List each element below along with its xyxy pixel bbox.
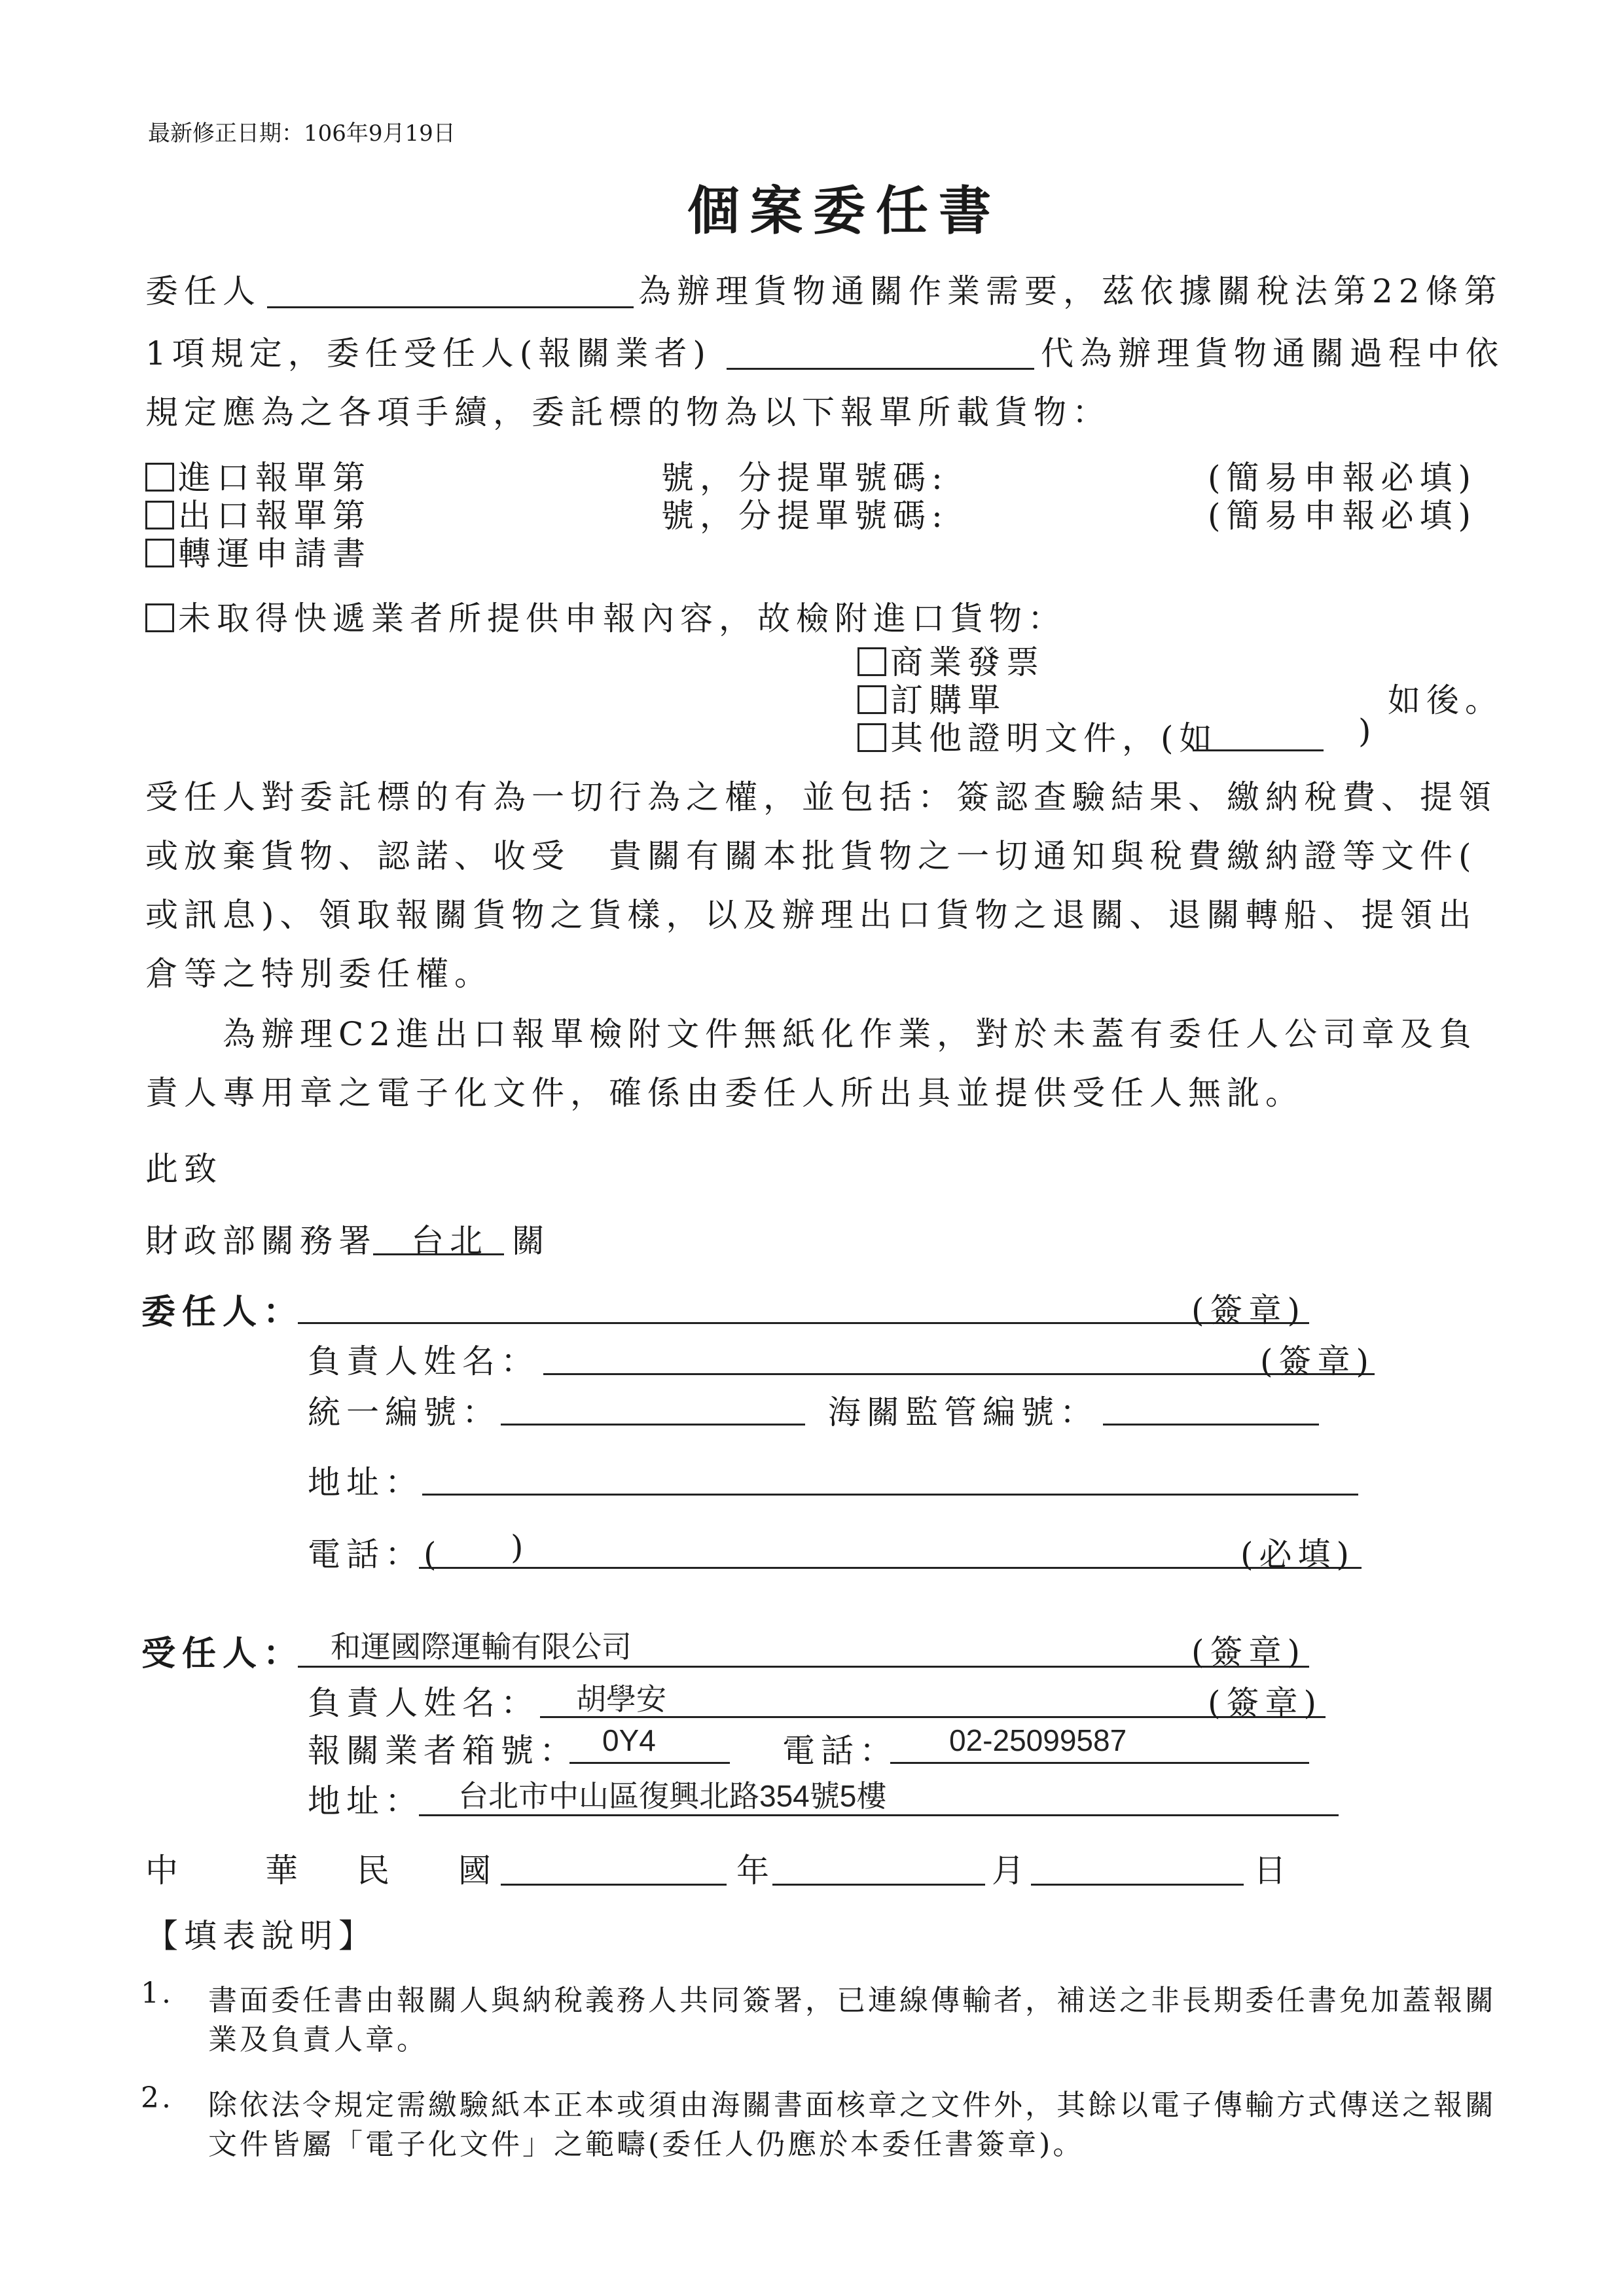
principal-phone-required: (必填) xyxy=(1240,1535,1356,1573)
order-checkbox[interactable] xyxy=(857,685,886,714)
intro-line2-text: 1項規定，委任受任人(報關業者) xyxy=(145,334,712,372)
invoice-checkbox[interactable] xyxy=(857,647,886,676)
date-char-4: 國 xyxy=(458,1852,497,1890)
export-label: 出口報單第 xyxy=(178,497,371,535)
other-doc-line[interactable] xyxy=(1193,749,1324,751)
principal-phone-line[interactable] xyxy=(419,1567,1362,1569)
principal-customs-label: 海關監管編號： xyxy=(828,1393,1098,1431)
principal-name-line[interactable] xyxy=(267,306,634,308)
intro-principal-label: 委任人 xyxy=(145,272,261,310)
principal-phone-label: 電話：( xyxy=(308,1535,442,1573)
transit-row xyxy=(145,528,371,575)
agent-box-line xyxy=(569,1762,730,1764)
intro-line1-text: 為辦理貨物通關作業需要，茲依據關稅法第22條第 xyxy=(638,272,1503,310)
instruction-2-line-2: 文件皆屬「電子化文件」之範疇(委任人仍應於本委任書簽章)。 xyxy=(208,2128,1085,2161)
principal-rep-seal: (簽章) xyxy=(1260,1342,1375,1380)
authority-line-4: 倉等之特別委任權。 xyxy=(145,955,493,993)
agent-name-line[interactable] xyxy=(727,368,1034,370)
agent-phone-line xyxy=(890,1762,1309,1764)
intro-line3-text: 規定應為之各項手續，委託標的物為以下報單所載貨物： xyxy=(145,393,1111,431)
page-title: 個案委任書 xyxy=(687,180,1001,242)
agent-phone: 02-25099587 xyxy=(949,1723,1127,1757)
other-doc-close: ) xyxy=(1358,712,1377,750)
import-checkbox[interactable] xyxy=(145,463,174,492)
c2-line-2: 責人專用章之電子化文件，確係由委任人所出具並提供受任人無訛。 xyxy=(145,1074,1304,1112)
instruction-2-line-1: 除依法令規定需繳驗紙本正本或須由海關書面核章之文件外，其餘以電子傳輸方式傳送之報關 xyxy=(208,2089,1496,2122)
intro-line2-tail: 代為辦理貨物通關過程中依 xyxy=(1041,334,1504,372)
agent-rep-label: 負責人姓名： xyxy=(308,1684,539,1722)
agent-phone-label: 電話： xyxy=(782,1732,898,1770)
agent-rep-name: 胡學安 xyxy=(576,1682,666,1716)
agent-address: 台北市中山區復興北路354號5樓 xyxy=(458,1779,887,1813)
transit-label: 轉運申請書 xyxy=(178,535,371,573)
agent-box-label: 報關業者箱號： xyxy=(308,1732,578,1770)
invoice-label: 商業發票 xyxy=(890,643,1045,681)
authority-line-1: 受任人對委託標的有為一切行為之權，並包括：簽認查驗結果、繳納稅費、提領 xyxy=(145,778,1497,816)
export-checkbox[interactable] xyxy=(145,501,174,529)
addressee-prefix: 財政部關務署 xyxy=(145,1222,377,1260)
agent-rep-seal: (簽章) xyxy=(1208,1684,1323,1722)
instruction-2-number: 2. xyxy=(141,2081,173,2115)
instruction-1-number: 1. xyxy=(141,1977,173,2010)
order-label: 訂購單 xyxy=(890,681,1006,719)
instruction-1-line-2: 業及負責人章。 xyxy=(208,2023,428,2056)
import-no-suffix: 號，分提單號碼: xyxy=(661,459,948,497)
date-char-1: 中 xyxy=(145,1852,184,1890)
date-char-2: 華 xyxy=(265,1852,304,1890)
year-line[interactable] xyxy=(501,1884,727,1886)
other-doc-row xyxy=(857,712,1218,759)
day-line[interactable] xyxy=(1031,1884,1244,1886)
export-no-suffix: 號，分提單號碼: xyxy=(661,497,948,535)
month-label: 月 xyxy=(992,1852,1030,1890)
agent-label: 受任人： xyxy=(141,1634,304,1674)
as-follows: 如後。 xyxy=(1388,681,1504,719)
principal-id-line[interactable] xyxy=(501,1424,805,1426)
import-label: 進口報單第 xyxy=(178,459,371,497)
authority-line-2: 或放棄貨物、認諾、收受 貴關有關本批貨物之一切通知與稅費繳納證等文件( xyxy=(145,837,1477,875)
salutation: 此致 xyxy=(145,1150,223,1188)
principal-phone-close: ) xyxy=(511,1528,530,1566)
express-row xyxy=(145,592,1066,639)
instructions-heading: 【填表說明】 xyxy=(145,1917,377,1955)
principal-rep-label: 負責人姓名： xyxy=(308,1342,539,1380)
addressee-suffix: 關 xyxy=(512,1222,550,1260)
addressee-office: 台北 xyxy=(411,1222,488,1260)
export-simple-note: (簡易申報必填) xyxy=(1208,497,1477,535)
authority-line-3: 或訊息)、領取報關貨物之貨樣，以及辦理出口貨物之退關、退關轉船、提領出 xyxy=(145,896,1477,934)
agent-company: 和運國際運輸有限公司 xyxy=(331,1630,632,1664)
day-label: 日 xyxy=(1254,1852,1292,1890)
agent-seal: (簽章) xyxy=(1191,1633,1307,1671)
addressee-office-line xyxy=(373,1253,504,1255)
express-checkbox[interactable] xyxy=(145,603,174,632)
express-label: 未取得快遞業者所提供申報內容，故檢附進口貨物： xyxy=(178,600,1066,637)
principal-seal: (簽章) xyxy=(1191,1291,1307,1329)
date-char-3: 民 xyxy=(357,1852,395,1890)
instruction-1-line-1: 書面委任書由報關人與納稅義務人共同簽署，已連線傳輸者，補送之非長期委任書免加蓋報關 xyxy=(208,1984,1496,2017)
transit-checkbox[interactable] xyxy=(145,539,174,567)
agent-box-no: 0Y4 xyxy=(602,1723,656,1757)
revision-date: 最新修正日期：106年9月19日 xyxy=(148,120,456,147)
year-label: 年 xyxy=(736,1852,775,1890)
principal-rep-line[interactable] xyxy=(543,1373,1375,1375)
month-line[interactable] xyxy=(772,1884,985,1886)
import-simple-note: (簡易申報必填) xyxy=(1208,459,1477,497)
other-doc-label: 其他證明文件，(如 xyxy=(890,719,1218,757)
principal-label: 委任人： xyxy=(141,1292,304,1332)
principal-customs-line[interactable] xyxy=(1103,1424,1319,1426)
principal-id-label: 統一編號： xyxy=(308,1393,501,1431)
other-doc-checkbox[interactable] xyxy=(857,723,886,752)
c2-line-1: 為辦理C2進出口報單檢附文件無紙化作業，對於未蓋有委任人公司章及負 xyxy=(223,1015,1478,1053)
agent-address-line xyxy=(419,1814,1339,1816)
principal-address-label: 地址： xyxy=(308,1463,424,1501)
principal-address-line[interactable] xyxy=(422,1494,1358,1496)
agent-address-label: 地址： xyxy=(308,1782,424,1820)
agent-sign-line xyxy=(298,1666,1309,1668)
principal-sign-line[interactable] xyxy=(298,1322,1309,1324)
